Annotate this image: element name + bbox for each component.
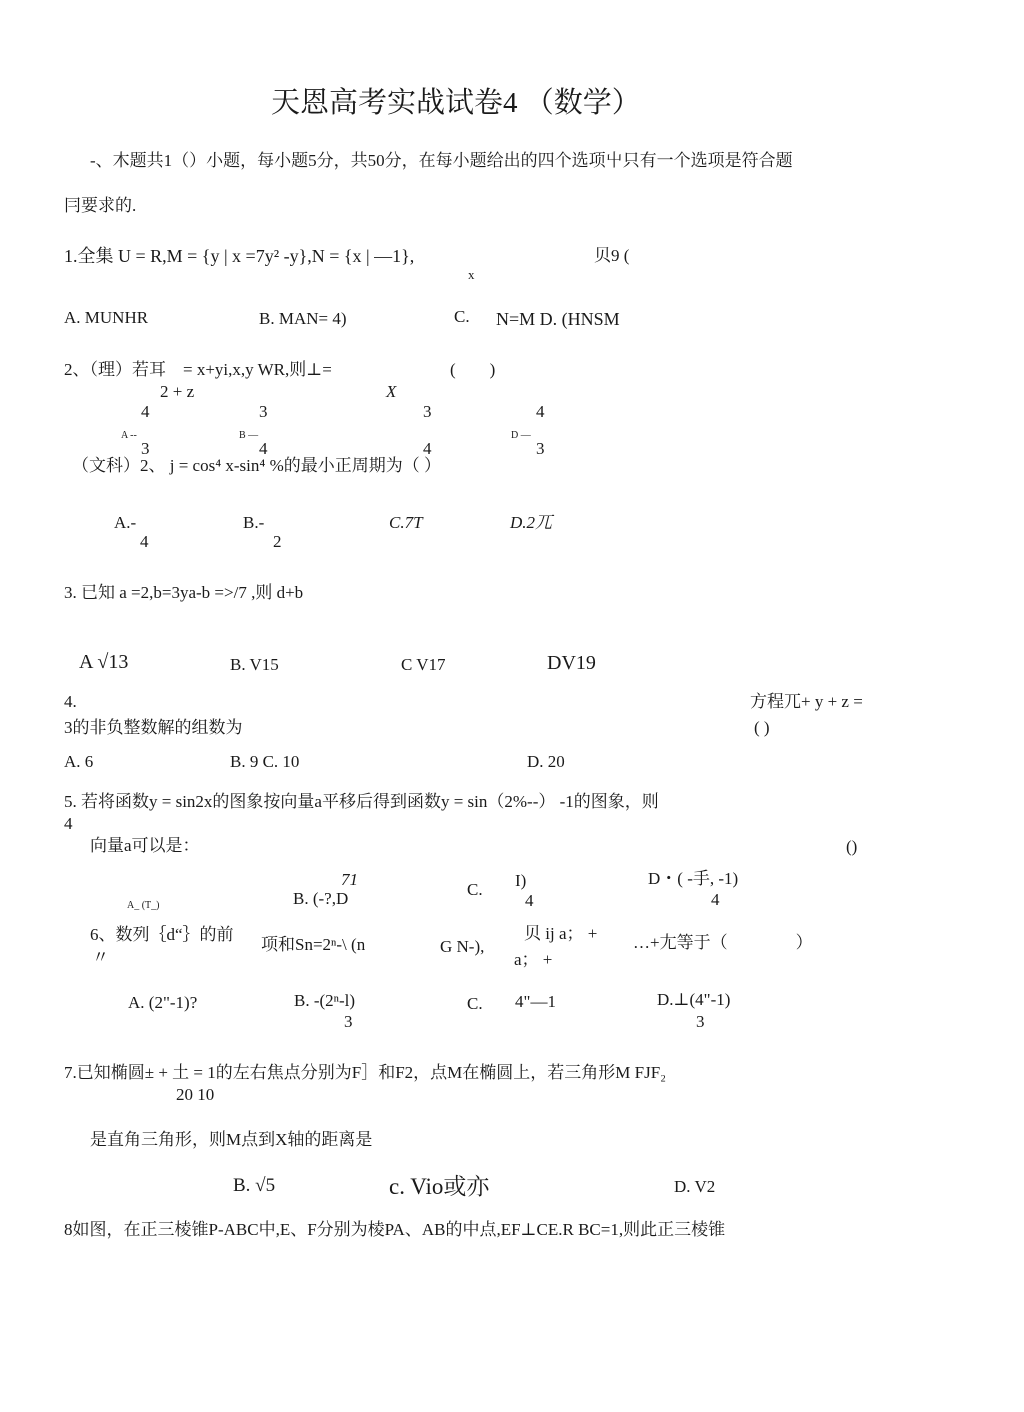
q7-option-c: c. Vio或亦 (389, 1174, 490, 1199)
q6-stem-b: 项和Sn=2ⁿ-\ (n (261, 935, 366, 954)
q6-option-b-sub: 3 (344, 1012, 353, 1031)
q4-option-bc: B. 9 C. 10 (230, 752, 300, 771)
q6-option-c-value: 4"—1 (515, 992, 556, 1011)
q2-wenke-stem: （文科）2、 j = cos⁴ x-sin⁴ %的最小正周期为（ ） (72, 456, 441, 475)
q3-option-d: DV19 (547, 652, 596, 674)
q2-option-b-den: 4 (259, 439, 268, 458)
q2-paren: ( ) (450, 360, 496, 379)
q2-wenke-option-b-sub: 2 (273, 532, 282, 551)
q5-option-c-sub: 4 (525, 891, 534, 910)
q4-option-a: A. 6 (64, 752, 94, 771)
q2-wenke-option-c: C.7T (389, 513, 423, 532)
q4-right-text: 方程兀+ y + z = (750, 692, 863, 711)
q6-option-a: A. (2"-1)? (128, 993, 198, 1012)
q3-stem: 3. 已知 a =2,b=3ya-b =>/7 ,则 d+b (64, 583, 304, 602)
q7-stem: 7.已知椭圆± + 土 = 1的左右焦点分别为F］和F2，点M在椭圆上，若三角形M FJF₂ (64, 1063, 667, 1082)
q2-option-d-num: 4 (536, 402, 545, 421)
q3-option-c: C V17 (401, 655, 446, 674)
q5-stem: 5. 若将函数y = sin2x的图象按向量a平移后得到函数y = sin（2%--） -1的图象，则 (64, 792, 659, 811)
q6-stem-d2: a； + (514, 950, 553, 969)
q1-option-b: B. MAN= 4) (259, 309, 347, 328)
q4-stem: 3的非负整数解的组数为 (64, 718, 243, 737)
q2-wenke-option-a: A.- (114, 513, 137, 532)
instructions-line-1: -、木题共1（）小题，每小题5分，共50分，在每小题给出的四个选项屮只有一个选项是符合题 (90, 151, 793, 170)
q5-option-a: A_ (T_) (127, 900, 160, 911)
q2-option-c-label (406, 426, 413, 446)
q3-option-a: A √13 (79, 651, 129, 673)
q6-option-d-sub: 3 (696, 1012, 705, 1031)
q1-stem-sub: x (468, 267, 475, 282)
q1-tail: 贝9 ( (594, 246, 630, 265)
q4-number: 4. (64, 692, 77, 711)
q2-x-label: X (386, 382, 397, 401)
q2-stem: 2、（理）若耳 = x+yi,x,y WR,则⊥= (64, 360, 332, 379)
q2-option-c-den: 4 (423, 439, 432, 458)
q4-option-d: D. 20 (527, 752, 565, 771)
q5-option-d: D・( -手, -1) (648, 869, 739, 888)
q5-line-2: 向量a可以是： (90, 836, 200, 855)
q5-option-b: B. (-?,D (293, 889, 349, 908)
q7-denominators: 20 10 (176, 1085, 215, 1104)
q7-option-d: D. V2 (674, 1177, 716, 1196)
q5-paren: () (846, 837, 858, 856)
q7-line-2: 是直角三角形，则M点到X轴的距离是 (90, 1130, 373, 1149)
q7-option-b: B. √5 (233, 1175, 276, 1196)
q6-stem-d: 贝 ij a； + (524, 924, 598, 943)
q2-option-c-num: 3 (423, 402, 432, 421)
q1-stem: 1.全集 U = R,M = {y | x =7y² -y},N = {x | —1}, (64, 246, 415, 266)
q5-option-c-top: I) (515, 871, 527, 890)
q2-option-a-label: A -- (121, 430, 137, 441)
q6-option-c: C. (467, 994, 483, 1013)
q2-option-b-label: B — (239, 430, 259, 441)
q2-wenke-option-b: B.- (243, 513, 265, 532)
q2-option-d-den: 3 (536, 439, 545, 458)
instructions-line-2: 冃要求的. (64, 196, 137, 215)
page-title: 天恩高考实战试卷4 （数学） (271, 87, 641, 119)
q1-option-c: C. (454, 307, 470, 326)
q1-option-a: A. MUNHR (64, 308, 149, 327)
q6-stem-a2: 〃 (92, 948, 109, 967)
q8-stem: 8如图，在正三棱锥P-ABC中,E、F分别为棱PA、AB的中点,EF⊥CE.R BC=1,则此正三棱锥 (64, 1220, 726, 1239)
q2-option-b-num: 3 (259, 402, 268, 421)
q2-wenke-option-d: D.2兀 (510, 513, 553, 532)
q6-option-d: D.⊥(4"-1) (657, 990, 731, 1009)
q1-option-d: N=M D. (HNSM (496, 309, 620, 329)
q6-stem-c: G N-), (440, 937, 485, 956)
q2-wenke-option-a-sub: 4 (140, 532, 149, 551)
q3-option-b: B. V15 (230, 655, 279, 674)
q2-denominator: 2 + z (160, 382, 195, 401)
q5-option-b-top: 71 (341, 870, 358, 889)
q2-option-d-label: D — (511, 430, 531, 441)
q5-sub4: 4 (64, 814, 73, 833)
q2-option-a-den: 3 (141, 439, 150, 458)
q6-option-b: B. -(2ⁿ-l) (294, 991, 356, 1010)
q6-stem-e: …+尢等于（ ） (633, 933, 813, 952)
q5-option-d-sub: 4 (711, 890, 720, 909)
q2-option-a-num: 4 (141, 402, 150, 421)
q6-stem-a: 6、数列｛d“｝的前 (90, 925, 234, 944)
q5-option-c: C. (467, 880, 483, 899)
q4-paren: ( ) (754, 718, 770, 737)
